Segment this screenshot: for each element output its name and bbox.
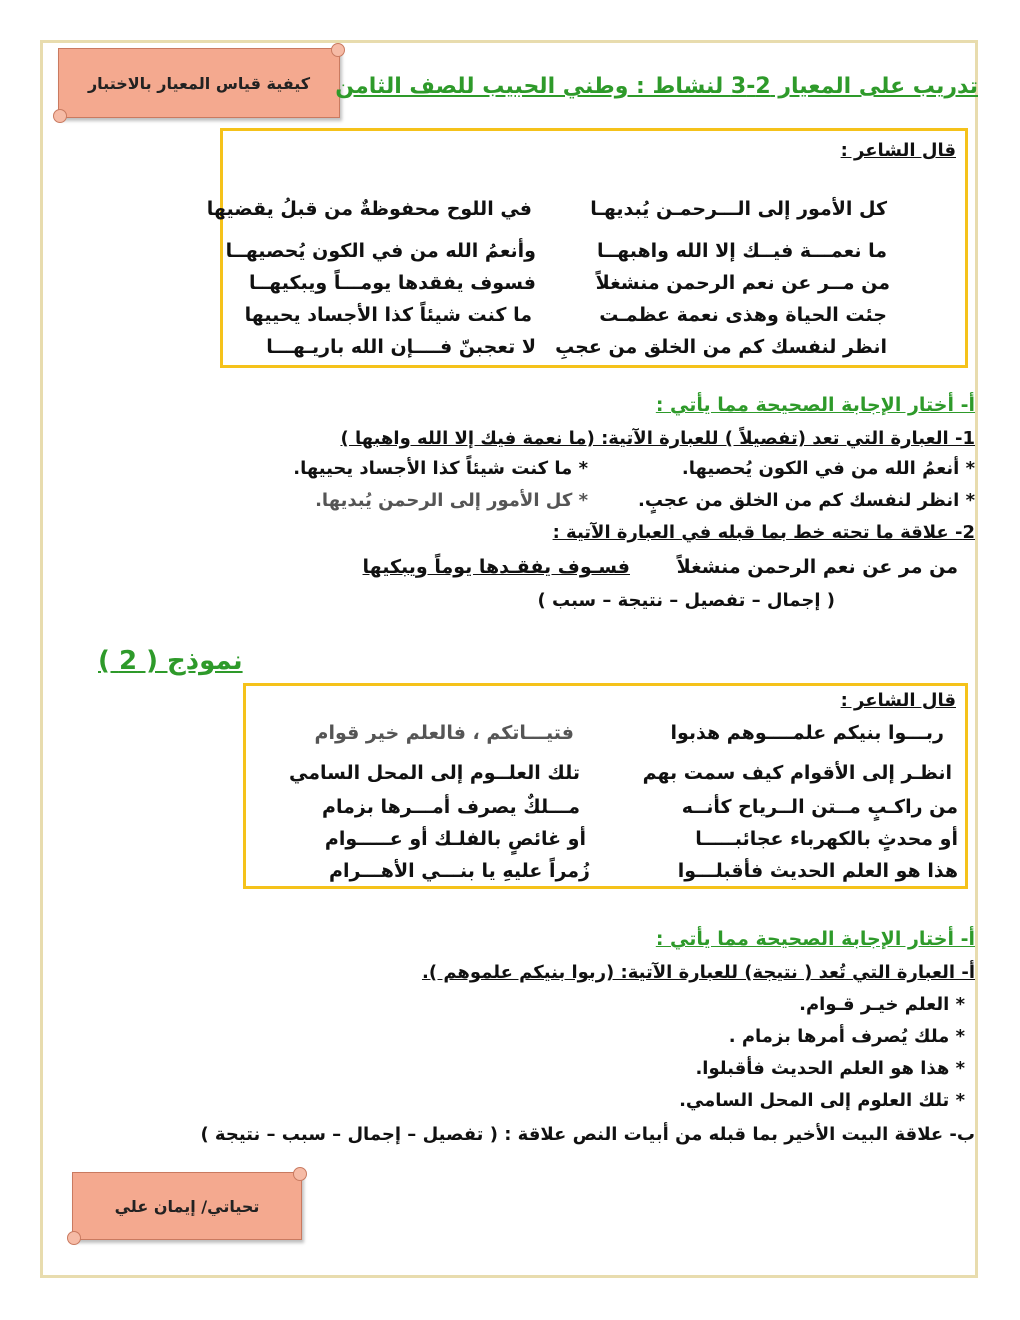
poem1-line-1-left: في اللوح محفوظةٌ من قبلُ يقضيها (206, 198, 532, 220)
qb-text: ب- علاقة البيت الأخير بما قبله من أبيات النص علاقة : ( تفصيل – إجمال – سبب – نتيجة ) (200, 1124, 975, 1145)
q1-option-4: * كل الأمور إلى الرحمن يُبديها. (315, 490, 588, 511)
page-title: تدريب على المعيار 2-3 لنشاط : وطني الحبيب للصف الثامن (335, 74, 978, 99)
q2-choices: ( إجمال – تفصيل – نتيجة – سبب ) (537, 590, 835, 611)
qa-option-4: * تلك العلوم إلى المحل السامي. (679, 1090, 965, 1111)
poem-box-2 (243, 683, 968, 889)
footer-scroll-banner (72, 1172, 302, 1240)
poem1-line-3-left: فسوف يفقدها يومـــاً ويبكيهــا (249, 272, 536, 294)
poem2-line-2-right: انظـر إلى الأقوام كيف سمت بهم (642, 762, 952, 784)
poem2-line-5-right: هذا هو العلم الحديث فأقبلـــوا (677, 860, 958, 882)
poem2-line-1-left: فتيـــاتكم ، فالعلم خير قوام (314, 722, 574, 744)
poem1-line-4-left: ما كنت شيئاً كذا الأجساد يحييها (244, 304, 532, 326)
q1-option-2: * ما كنت شيئاً كذا الأجساد يحييها. (293, 458, 588, 479)
poem2-line-1-right: ربـــوا بنيكم علمــــوهم هذبوا (670, 722, 944, 744)
header-scroll-banner (58, 48, 340, 118)
poem2-line-3-right: من راكـبٍ مــتن الــرياح كأنــه (681, 796, 958, 818)
poem2-line-5-left: زُمراً عليهِ يا بنـــي الأهـــرام (329, 860, 590, 882)
q2-line-a: من مر عن نعم الرحمن منشغلاً (676, 556, 958, 578)
qa-option-3: * هذا هو العلم الحديث فأقبلوا. (695, 1058, 965, 1079)
q1-option-3: * انظر لنفسك كم من الخلق من عجبٍ. (638, 490, 975, 511)
poem1-heading: قال الشاعر : (840, 140, 956, 161)
q2-text: 2- علاقة ما تحته خط بما قبله في العبارة الآتية : (552, 522, 975, 543)
q1-option-1: * أنعمُ الله من في الكون يُحصيها. (681, 458, 975, 479)
q2-line-b-underlined: فسـوف يفقـدها يوماً ويبكيها (362, 556, 630, 578)
poem1-line-2-left: وأنعمُ الله من في الكون يُحصيهــا (225, 240, 536, 262)
poem2-line-4-left: أو غائصٍ بالفلـك أو عـــــوام (324, 828, 586, 850)
model-2-title: نموذج ( 2 ) (98, 646, 243, 676)
poem2-heading: قال الشاعر : (840, 690, 956, 711)
poem1-line-4-right: جئت الحياة وهذى نعمة عظمـت (599, 304, 887, 326)
poem1-line-5-left: لا تعجبنّ فــــإن الله باريـهـــا (266, 336, 536, 358)
header-scroll-label: كيفية قياس المعيار بالاختبار (87, 73, 311, 93)
poem1-line-5-right: انظر لنفسك كم من الخلق من عجبِ (555, 336, 887, 358)
poem1-line-2-right: ما نعمـــة فيــك إلا الله واهبهــا (597, 240, 887, 262)
qa-text: أ- العبارة التي تُعد ( نتيجة) للعبارة الآتية: (ربوا بنيكم علموهم ). (421, 962, 975, 983)
qa-option-2: * ملك يُصرف أمرها بزمام . (728, 1026, 965, 1047)
section1-heading: أ- أختار الإجابة الصحيحة مما يأتي : (655, 394, 975, 416)
poem2-line-3-left: مـــلكٌ يصرف أمـــرها بزمام (322, 796, 580, 818)
q1-text: 1- العبارة التي تعد (تفصيلاً ) للعبارة الآتية: (ما نعمة فيك إلا الله واهبها ) (340, 428, 975, 449)
poem2-line-2-left: تلك العلــوم إلى المحل السامي (288, 762, 580, 784)
footer-scroll-label: تحياتي/ إيمان علي (114, 1196, 260, 1216)
qa-option-1: * العلم خيـر قـوام. (799, 994, 965, 1015)
poem1-line-3-right: من مــر عن نعم الرحمن منشغلاً (595, 272, 890, 294)
section2-heading: أ- أختار الإجابة الصحيحة مما يأتي : (655, 928, 975, 950)
poem2-line-4-right: أو محدثٍ بالكهرباء عجائبـــــا (695, 828, 958, 850)
poem1-line-1-right: كل الأمور إلى الـــرحمـن يُبديهـا (590, 198, 887, 220)
